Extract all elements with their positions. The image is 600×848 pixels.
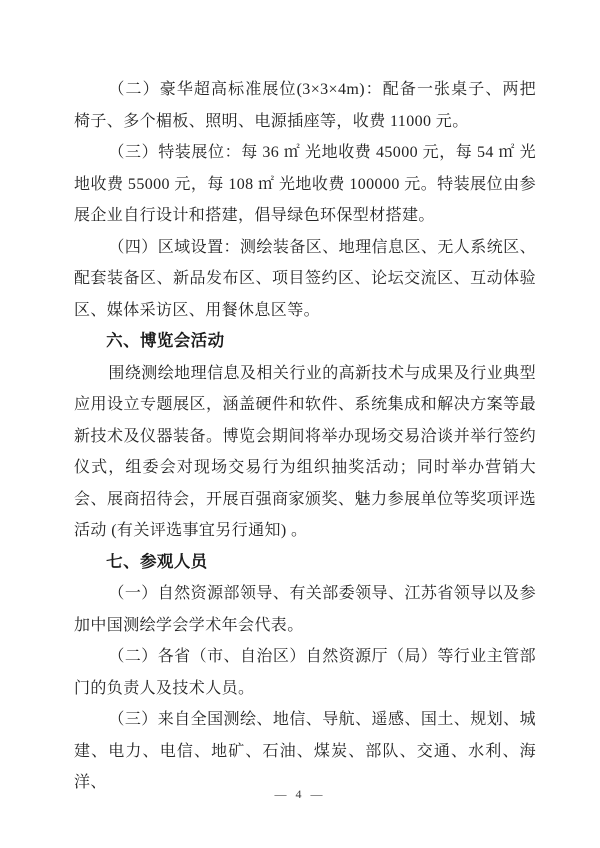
- paragraph-booth-custom: （三）特装展位：每 36 ㎡ 光地收费 45000 元，每 54 ㎡ 光地收费 55000 元，每 108 ㎡ 光地收费 100000 元。特装展位由参展企业自行设计和搭建，倡导绿色环保型材搭建。: [74, 144, 536, 224]
- paragraph-zone-layout: （四）区域设置：测绘装备区、地理信息区、无人系统区、配套装备区、新品发布区、项目签约区、论坛交流区、互动体验区、媒体采访区、用餐休息区等。: [74, 238, 536, 319]
- paragraph-visitors-leaders: （一）自然资源部领导、有关部委领导、江苏省领导以及参加中国测绘学会学术年会代表。: [74, 585, 536, 634]
- paragraph-visitors-provincial: （二）各省（市、自治区）自然资源厅（局）等行业主管部门的负责人及技术人员。: [74, 648, 536, 697]
- section-heading-visitors: 七、参观人员: [106, 552, 208, 571]
- document-body: [74, 74, 536, 799]
- paragraph-visitors-industries: （三）来自全国测绘、地信、导航、遥感、国土、规划、城建、电力、电信、地矿、石油、煤炭、部队、交通、水利、海洋、: [74, 711, 536, 791]
- page-number: — 4 —: [274, 787, 326, 801]
- paragraph-booth-deluxe: （二）豪华超高标准展位(3×3×4m)：配备一张桌子、两把椅子、多个楣板、照明、电源插座等，收费 11000 元。: [74, 81, 536, 130]
- paragraph-expo-activities: 围绕测绘地理信息及相关行业的高新技术与成果及行业典型应用设立专题展区，涵盖硬件和软件、系统集成和解决方案等最新技术及仪器装备。博览会期间将举办现场交易洽谈并举行签约仪式，组委会对现场交易行为组织抽奖活动；同时举办营销大会、展商招待会，开展百强商家颁奖、魅力参展单位等奖项评选活动 (有关评选事宜另行通知) 。: [74, 364, 536, 539]
- section-heading-expo-activities: 六、博览会活动: [106, 332, 225, 350]
